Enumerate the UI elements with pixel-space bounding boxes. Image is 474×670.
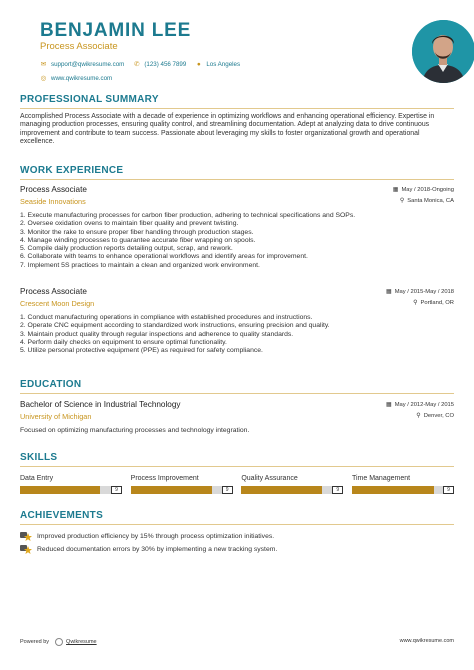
skills-heading: SKILLS xyxy=(20,452,58,463)
education-date-text: May / 2012-May / 2015 xyxy=(394,401,454,408)
skill-bar xyxy=(20,486,122,494)
calendar-icon: ▦ xyxy=(386,402,392,408)
map-pin-icon: ⚲ xyxy=(416,413,421,419)
education-location-text: Denver, CO xyxy=(423,412,454,419)
phone-icon: ✆ xyxy=(134,61,140,68)
calendar-icon: ▦ xyxy=(386,289,392,295)
footer-url[interactable]: www.qwikresume.com xyxy=(399,638,454,644)
summary-heading: PROFESSIONAL SUMMARY xyxy=(20,94,159,105)
phone-text: (123) 456 7899 xyxy=(144,60,187,68)
section-divider xyxy=(20,179,454,180)
trophy-star-icon xyxy=(20,544,32,555)
job-entry xyxy=(20,287,454,355)
skill-bar xyxy=(352,486,454,494)
contact-phone xyxy=(133,60,186,68)
job-title: Process Associate xyxy=(20,185,87,194)
job-date xyxy=(386,288,454,295)
skill-bar-fill xyxy=(131,486,213,494)
job-location-text: Portland, OR xyxy=(420,299,454,306)
list-item: 1. Conduct manufacturing operations in compliance with established procedures and instructions. xyxy=(20,314,313,321)
skill-name: Process Improvement xyxy=(130,475,199,482)
qwikresume-logo-icon xyxy=(55,638,63,646)
resume-header xyxy=(20,0,454,92)
skills-list xyxy=(20,475,454,494)
calendar-icon: ▦ xyxy=(392,187,399,193)
skill-name: Time Management xyxy=(351,475,411,482)
profile-photo xyxy=(412,20,474,83)
experience-heading: WORK EXPERIENCE xyxy=(20,165,124,176)
list-item: 7. Implement 5S practices to maintain a clean and organized work environment. xyxy=(20,261,260,269)
education-section xyxy=(20,379,454,394)
list-item: 5. Compile daily production reports detailing output, scrap, and rework. xyxy=(20,245,233,253)
achievement-text: Improved production efficiency by 15% through process optimization initiatives. xyxy=(37,533,275,540)
email-text: support@qwikresume.com xyxy=(51,60,125,68)
list-item: 2. Oversee oxidation ovens to maintain fiber quality and prevent twisting. xyxy=(20,220,239,228)
company-name: Seaside Innovations xyxy=(20,197,86,206)
job-date-text: May / 2015-May / 2018 xyxy=(394,288,454,295)
envelope-icon: ✉ xyxy=(40,61,47,68)
skill-rating: 9 xyxy=(332,486,343,494)
job-duties xyxy=(20,314,454,355)
contact-location xyxy=(195,61,240,68)
section-divider xyxy=(20,524,454,525)
job-entry xyxy=(20,185,454,270)
skill-bar-fill xyxy=(241,486,322,494)
contact-email[interactable] xyxy=(40,60,124,68)
website-text: www.qwikresume.com xyxy=(51,74,113,82)
job-date-text: May / 2018-Ongoing xyxy=(401,186,454,193)
list-item: 1. Execute manufacturing processes for carbon fiber production, adhering to technical specifications and SOPs. xyxy=(20,212,356,219)
list-item: 6. Collaborate with teams to enhance operational workflows and identify areas for improvement. xyxy=(20,253,308,261)
list-item: 2. Operate CNC equipment according to standardized work instructions, ensuring precision and quality. xyxy=(20,322,330,330)
achievements-section xyxy=(20,510,454,556)
portrait-image xyxy=(412,20,474,83)
page-footer xyxy=(20,636,454,648)
map-pin-icon: ⚲ xyxy=(413,300,418,306)
list-item: 4. Manage winding processes to guarantee accurate fiber wrapping on spools. xyxy=(20,236,256,244)
skill-name: Quality Assurance xyxy=(241,475,298,482)
job-location xyxy=(413,299,454,306)
contact-info xyxy=(40,58,249,84)
section-divider xyxy=(20,393,454,394)
skill-item xyxy=(20,475,122,494)
education-description: Focused on optimizing manufacturing processes and technology integration. xyxy=(20,427,250,434)
skill-item xyxy=(352,475,454,494)
list-item: 5. Utilize personal protective equipment (PPE) as required for safety compliance. xyxy=(20,347,263,355)
job-duties xyxy=(20,212,454,270)
skill-bar-fill xyxy=(20,486,100,494)
degree-title: Bachelor of Science in Industrial Technology xyxy=(20,400,181,409)
skill-item xyxy=(241,475,343,494)
education-location xyxy=(416,412,454,419)
candidate-title: Process Associate xyxy=(40,41,118,52)
skill-name: Data Entry xyxy=(20,475,54,482)
section-divider xyxy=(20,108,454,109)
location-text: Los Angeles xyxy=(206,60,241,68)
globe-icon: ◎ xyxy=(40,75,47,82)
summary-text: Accomplished Process Associate with a decade of experience in optimizing workflows and enhancing operational efficiency. Expertise in managing production processes, ensuring quality control, and streamlining documentation. Adept at analyzing data to drive continuous improvement and contribute to team success. Passionate about leveraging my skills to foster organizational growth and operational excellence. xyxy=(20,113,435,146)
education-heading: EDUCATION xyxy=(20,379,82,390)
skill-item xyxy=(131,475,233,494)
map-pin-icon: ● xyxy=(196,60,201,68)
map-pin-icon: ⚲ xyxy=(399,198,405,204)
candidate-name: BENJAMIN LEE xyxy=(40,20,192,41)
skill-bar-fill xyxy=(352,486,434,494)
achievement-item xyxy=(20,543,454,556)
job-date xyxy=(393,186,454,193)
contact-website[interactable] xyxy=(40,74,112,82)
school-name: University of Michigan xyxy=(20,412,92,421)
summary-section xyxy=(20,94,454,147)
trophy-star-icon xyxy=(20,531,32,542)
skills-section xyxy=(20,452,454,494)
brand-link[interactable]: Qwikresume xyxy=(66,639,97,645)
achievements-heading: ACHIEVEMENTS xyxy=(20,510,104,521)
job-location-text: Santa Monica, CA xyxy=(407,197,454,204)
achievement-item xyxy=(20,530,454,543)
education-date xyxy=(386,401,454,408)
achievement-text: Reduced documentation errors by 30% by implementing a new tracking system. xyxy=(37,546,278,553)
list-item: 4. Perform daily checks on equipment to ensure optimal functionality. xyxy=(20,338,227,346)
education-entry xyxy=(20,400,454,435)
list-item: 3. Monitor the rake to ensure proper fiber handling through production stages. xyxy=(20,228,254,236)
job-title: Process Associate xyxy=(20,287,87,296)
skill-rating: 9 xyxy=(222,486,233,494)
skill-rating: 9 xyxy=(111,486,122,494)
experience-section xyxy=(20,165,454,180)
skill-bar xyxy=(241,486,343,494)
company-name: Crescent Moon Design xyxy=(20,299,95,308)
list-item: 3. Maintain product quality through regular inspections and adherence to quality standards. xyxy=(20,330,294,338)
section-divider xyxy=(20,466,454,467)
powered-by-label: Powered by xyxy=(20,639,50,645)
skill-bar xyxy=(131,486,233,494)
skill-rating: 9 xyxy=(443,486,454,494)
job-location xyxy=(400,197,454,204)
